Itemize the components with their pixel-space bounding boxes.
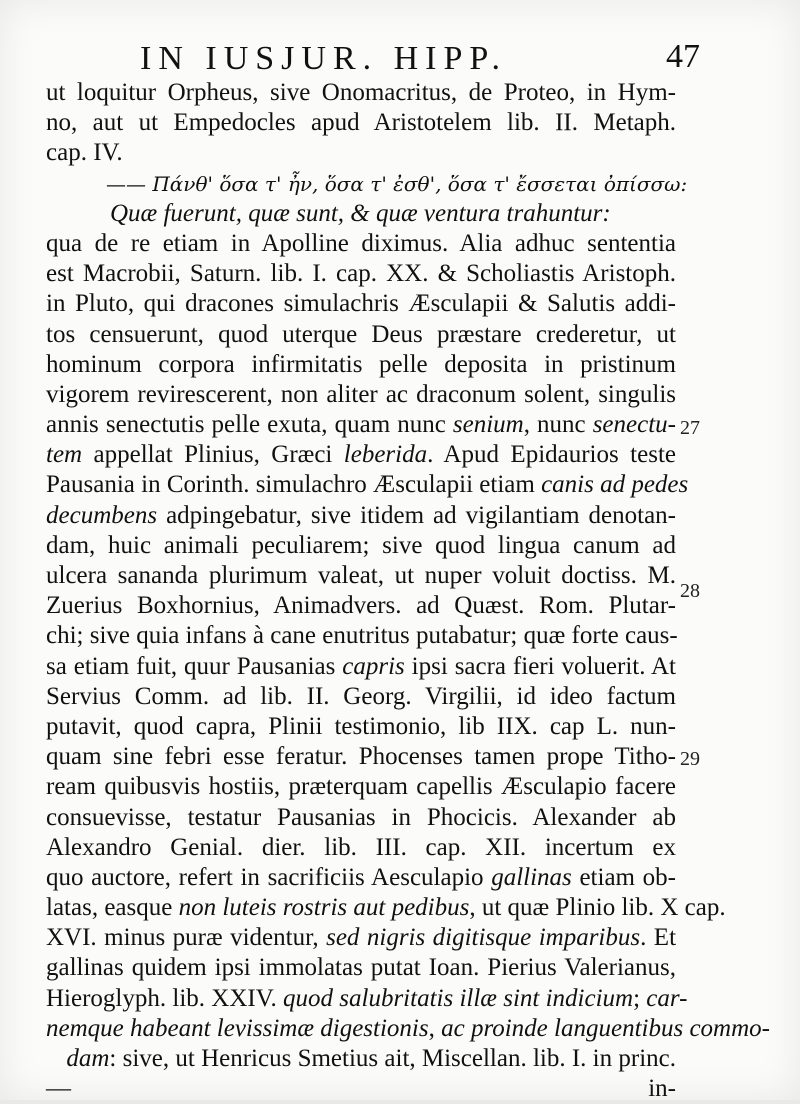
italic-run: dam xyxy=(66,1045,110,1072)
text-run: adpingebatur, sive itidem ad vigilantiam denotan- xyxy=(157,501,676,529)
text-run: XVI. minus puræ videntur, xyxy=(46,924,327,952)
text-run: , nunc xyxy=(523,411,593,439)
text-line xyxy=(46,984,688,1014)
text-line xyxy=(46,1074,676,1104)
text-run: etiam ob- xyxy=(571,863,676,891)
margin-note: 28 xyxy=(680,580,700,602)
text-run: — in- xyxy=(46,1075,676,1103)
text-run: ream quibusvis hostiis, præterquam capellis Æsculapio facere xyxy=(46,773,676,801)
text-run: vigorem revirescerent, non aliter ac draconum solent, singulis xyxy=(46,380,676,408)
italic-run: decumbens xyxy=(46,501,158,529)
text-line xyxy=(46,1014,770,1044)
text-run: . Apud Epidaurios teste xyxy=(427,441,676,469)
italic-run: quod salubritatis illæ sint indicium xyxy=(283,984,634,1012)
text-run: tos censuerunt, quod uterque Deus præstare crederetur, ut xyxy=(46,320,676,348)
text-line xyxy=(46,953,676,983)
text-line xyxy=(46,531,676,561)
italic-run: car- xyxy=(646,984,688,1012)
text-line xyxy=(46,410,676,440)
italic-run: leberida xyxy=(343,441,428,469)
text-line xyxy=(46,742,676,772)
text-line xyxy=(46,440,676,470)
text-line xyxy=(46,289,676,319)
text-line xyxy=(46,893,726,923)
text-run: annis senectutis pelle exuta, quam nunc xyxy=(46,411,453,439)
italic-run: senium xyxy=(452,411,524,439)
text-run: gallinas quidem ipsi immolatas putat Ioan. Pierius Valerianus, xyxy=(46,954,676,982)
text-line xyxy=(46,652,676,682)
text-line xyxy=(46,1044,676,1074)
text-line xyxy=(46,380,676,410)
italic-run: capris xyxy=(342,652,405,680)
text-line xyxy=(46,199,676,229)
text-run: latas, easque xyxy=(46,894,179,922)
text-line xyxy=(46,772,676,802)
text-run: Alexandro Genial. dier. lib. III. cap. XII. incertum ex xyxy=(46,833,676,861)
text-line xyxy=(46,682,676,712)
text-line xyxy=(46,350,676,380)
text-line xyxy=(46,621,676,651)
text-line xyxy=(46,259,676,289)
text-line xyxy=(46,923,676,953)
text-line xyxy=(46,803,676,833)
text-run: consuevisse, testatur Pausanias in Phocicis. Alexander ab xyxy=(46,803,676,831)
text-run: quam sine febri esse feratur. Phocenses tamen prope Titho- xyxy=(46,743,676,771)
italic-run: canis ad pedes xyxy=(541,471,689,499)
text-run: chi; sive quia infans à cane enutritus putabatur; quæ forte caus- xyxy=(46,622,678,650)
text-run: sa etiam fuit, quur Pausanias xyxy=(46,652,343,680)
text-line xyxy=(46,863,676,893)
italic-run: tem xyxy=(46,441,83,469)
text-run: putavit, quod capra, Plinii testimonio, lib IIX. cap L. nun- xyxy=(46,712,676,740)
text-run: est Macrobii, Saturn. lib. I. cap. XX. & Scholiastis Aristoph. xyxy=(46,260,676,288)
text-run: cap. IV. xyxy=(46,139,123,167)
text-run: . Et xyxy=(640,924,677,952)
text-run: Hieroglyph. lib. XXIV. xyxy=(46,984,284,1012)
text-run: Pausania in Corinth. simulachro Æsculapii etiam xyxy=(46,471,542,499)
text-line xyxy=(46,712,676,742)
text-run: ulcera sananda plurimum valeat, ut nuper voluit doctiss. M. xyxy=(46,562,676,589)
page-number: 47 xyxy=(666,38,700,75)
text-run: , xyxy=(428,1014,442,1042)
text-line xyxy=(46,108,676,138)
text-line xyxy=(46,561,676,591)
running-title: IN IUSJUR. HIPP. xyxy=(140,40,508,77)
text-line xyxy=(46,78,676,108)
greek-run: —— Πάνθ' ὅσα τ' ἦν, ὅσα τ' ἐσθ', ὅσα τ' ἔσσεται ὀπίσσω: xyxy=(106,171,688,196)
margin-note: 29 xyxy=(680,748,700,770)
italic-run: Quæ fuerunt, quæ sunt, & quæ ventura trahuntur: xyxy=(110,199,611,227)
text-run: ut loquitur Orpheus, sive Onomacritus, de Proteo, in Hym- xyxy=(46,79,676,106)
text-line xyxy=(46,591,676,621)
text-run: qua de re etiam in Apolline diximus. Alia adhuc sententia xyxy=(46,229,676,257)
text-line xyxy=(46,470,689,500)
text-run: in Pluto, qui dracones simulachris Æsculapii & Salutis addi- xyxy=(46,290,676,318)
text-run: quo auctore, refert in sacrificiis Aesculapio xyxy=(46,863,492,891)
italic-run: sed nigris digitisque imparibus xyxy=(326,924,641,952)
margin-note: 27 xyxy=(680,417,700,439)
text-line xyxy=(46,833,676,863)
text-run: hominum corpora infirmitatis pelle deposita in pristinum xyxy=(46,350,676,378)
text-run: , ut quæ Plinio lib. X cap. xyxy=(469,894,726,922)
text-run: no, aut ut Empedocles apud Aristotelem lib. ΙΙ. Metaph. xyxy=(46,109,676,137)
text-run: : sive, ut Henricus Smetius ait, Miscellan. lib. I. in princ. xyxy=(109,1045,676,1072)
text-run: appellat Plinius, Græci xyxy=(82,441,344,469)
text-line xyxy=(46,138,676,168)
text-run: Zuerius Boxhornius, Animadvers. ad Quæst. Rom. Plutar- xyxy=(46,592,676,620)
italic-run: senectu- xyxy=(592,411,676,439)
text-line xyxy=(46,501,676,531)
text-line xyxy=(46,169,688,199)
italic-run: nemque habeant levissimæ digestionis xyxy=(46,1014,429,1042)
italic-run: non luteis rostris aut pedibus xyxy=(178,894,470,922)
text-run: ; xyxy=(633,984,647,1012)
text-run: dam, huic animali peculiarem; sive quod lingua canum ad xyxy=(46,531,676,559)
italic-run: gallinas xyxy=(491,863,572,891)
text-line xyxy=(46,320,676,350)
text-line xyxy=(46,229,676,259)
italic-run: ac proinde languentibus commo- xyxy=(441,1014,770,1042)
text-run: Servius Comm. ad lib. II. Georg. Virgilii, id ideo factum xyxy=(46,682,676,710)
page-header xyxy=(140,36,700,84)
text-run: ipsi sacra fieri voluerit. At xyxy=(404,652,677,680)
